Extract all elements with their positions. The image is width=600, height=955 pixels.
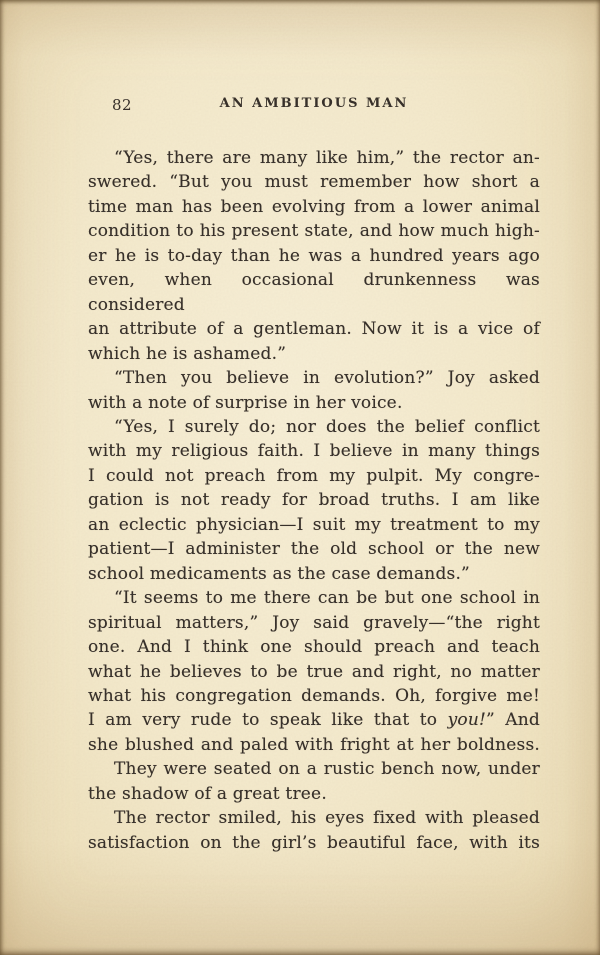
text-line: They were seated on a rustic bench now, under bbox=[114, 759, 540, 780]
paragraph bbox=[88, 586, 540, 757]
text-line: time man has been evolving from a lower animal bbox=[88, 196, 540, 217]
text-line: “Yes, I surely do; nor does the belief conflict bbox=[114, 416, 540, 437]
text-line: spiritual matters,” Joy said gravely—“the right bbox=[88, 612, 540, 633]
text-line: “It seems to me there can be but one school in bbox=[114, 588, 540, 609]
text-line: an attribute of a gentleman. Now it is a vice of bbox=[88, 319, 540, 340]
page-body bbox=[88, 146, 540, 855]
page-number: 82 bbox=[112, 96, 133, 114]
text-segment: I am very rude to speak like that to bbox=[88, 710, 448, 731]
text-line: patient—I administer the old school or the new bbox=[88, 539, 540, 560]
text-line: school medicaments as the case demands.” bbox=[88, 563, 470, 584]
text-line: which he is ashamed.” bbox=[88, 343, 287, 364]
text-line: what he believes to be true and right, no matter bbox=[88, 661, 540, 682]
text-line: swered. “But you must remember how short a bbox=[88, 172, 540, 193]
text-line: even, when occasional drunkenness was considered bbox=[88, 270, 540, 315]
text-line: the shadow of a great tree. bbox=[88, 783, 327, 804]
text-line: with a note of surprise in her voice. bbox=[88, 392, 403, 413]
italic-word: you! bbox=[447, 710, 487, 731]
paragraph bbox=[88, 415, 540, 586]
text-line: she blushed and paled with fright at her boldness. bbox=[88, 734, 540, 755]
text-line: an eclectic physician—I suit my treatment to my bbox=[88, 514, 540, 535]
paragraph bbox=[88, 146, 540, 366]
paragraph bbox=[88, 757, 540, 806]
text-line: one. And I think one should preach and teach bbox=[88, 637, 540, 658]
text-line: with my religious faith. I believe in many things bbox=[88, 441, 540, 462]
page-content bbox=[88, 0, 540, 855]
page-header bbox=[88, 96, 540, 114]
paragraph bbox=[88, 806, 540, 855]
text-line: gation is not ready for broad truths. I am like bbox=[88, 490, 540, 511]
text-line: “Then you believe in evolution?” Joy asked bbox=[114, 368, 540, 389]
text-line: condition to his present state, and how much high- bbox=[88, 221, 540, 242]
text-line bbox=[88, 708, 540, 732]
running-head: AN AMBITIOUS MAN bbox=[219, 96, 409, 111]
text-line: “Yes, there are many like him,” the rector an- bbox=[114, 148, 540, 168]
text-line: I could not preach from my pulpit. My congre- bbox=[88, 465, 540, 486]
text-line: er he is to-day than he was a hundred years ago bbox=[88, 245, 540, 266]
paragraph bbox=[88, 366, 540, 415]
text-line: satisfaction on the girl’s beautiful face, with its bbox=[88, 832, 540, 853]
text-line: The rector smiled, his eyes fixed with pleased bbox=[114, 808, 540, 829]
text-line: what his congregation demands. Oh, forgive me! bbox=[88, 685, 540, 706]
text-segment: ” And bbox=[486, 710, 541, 731]
